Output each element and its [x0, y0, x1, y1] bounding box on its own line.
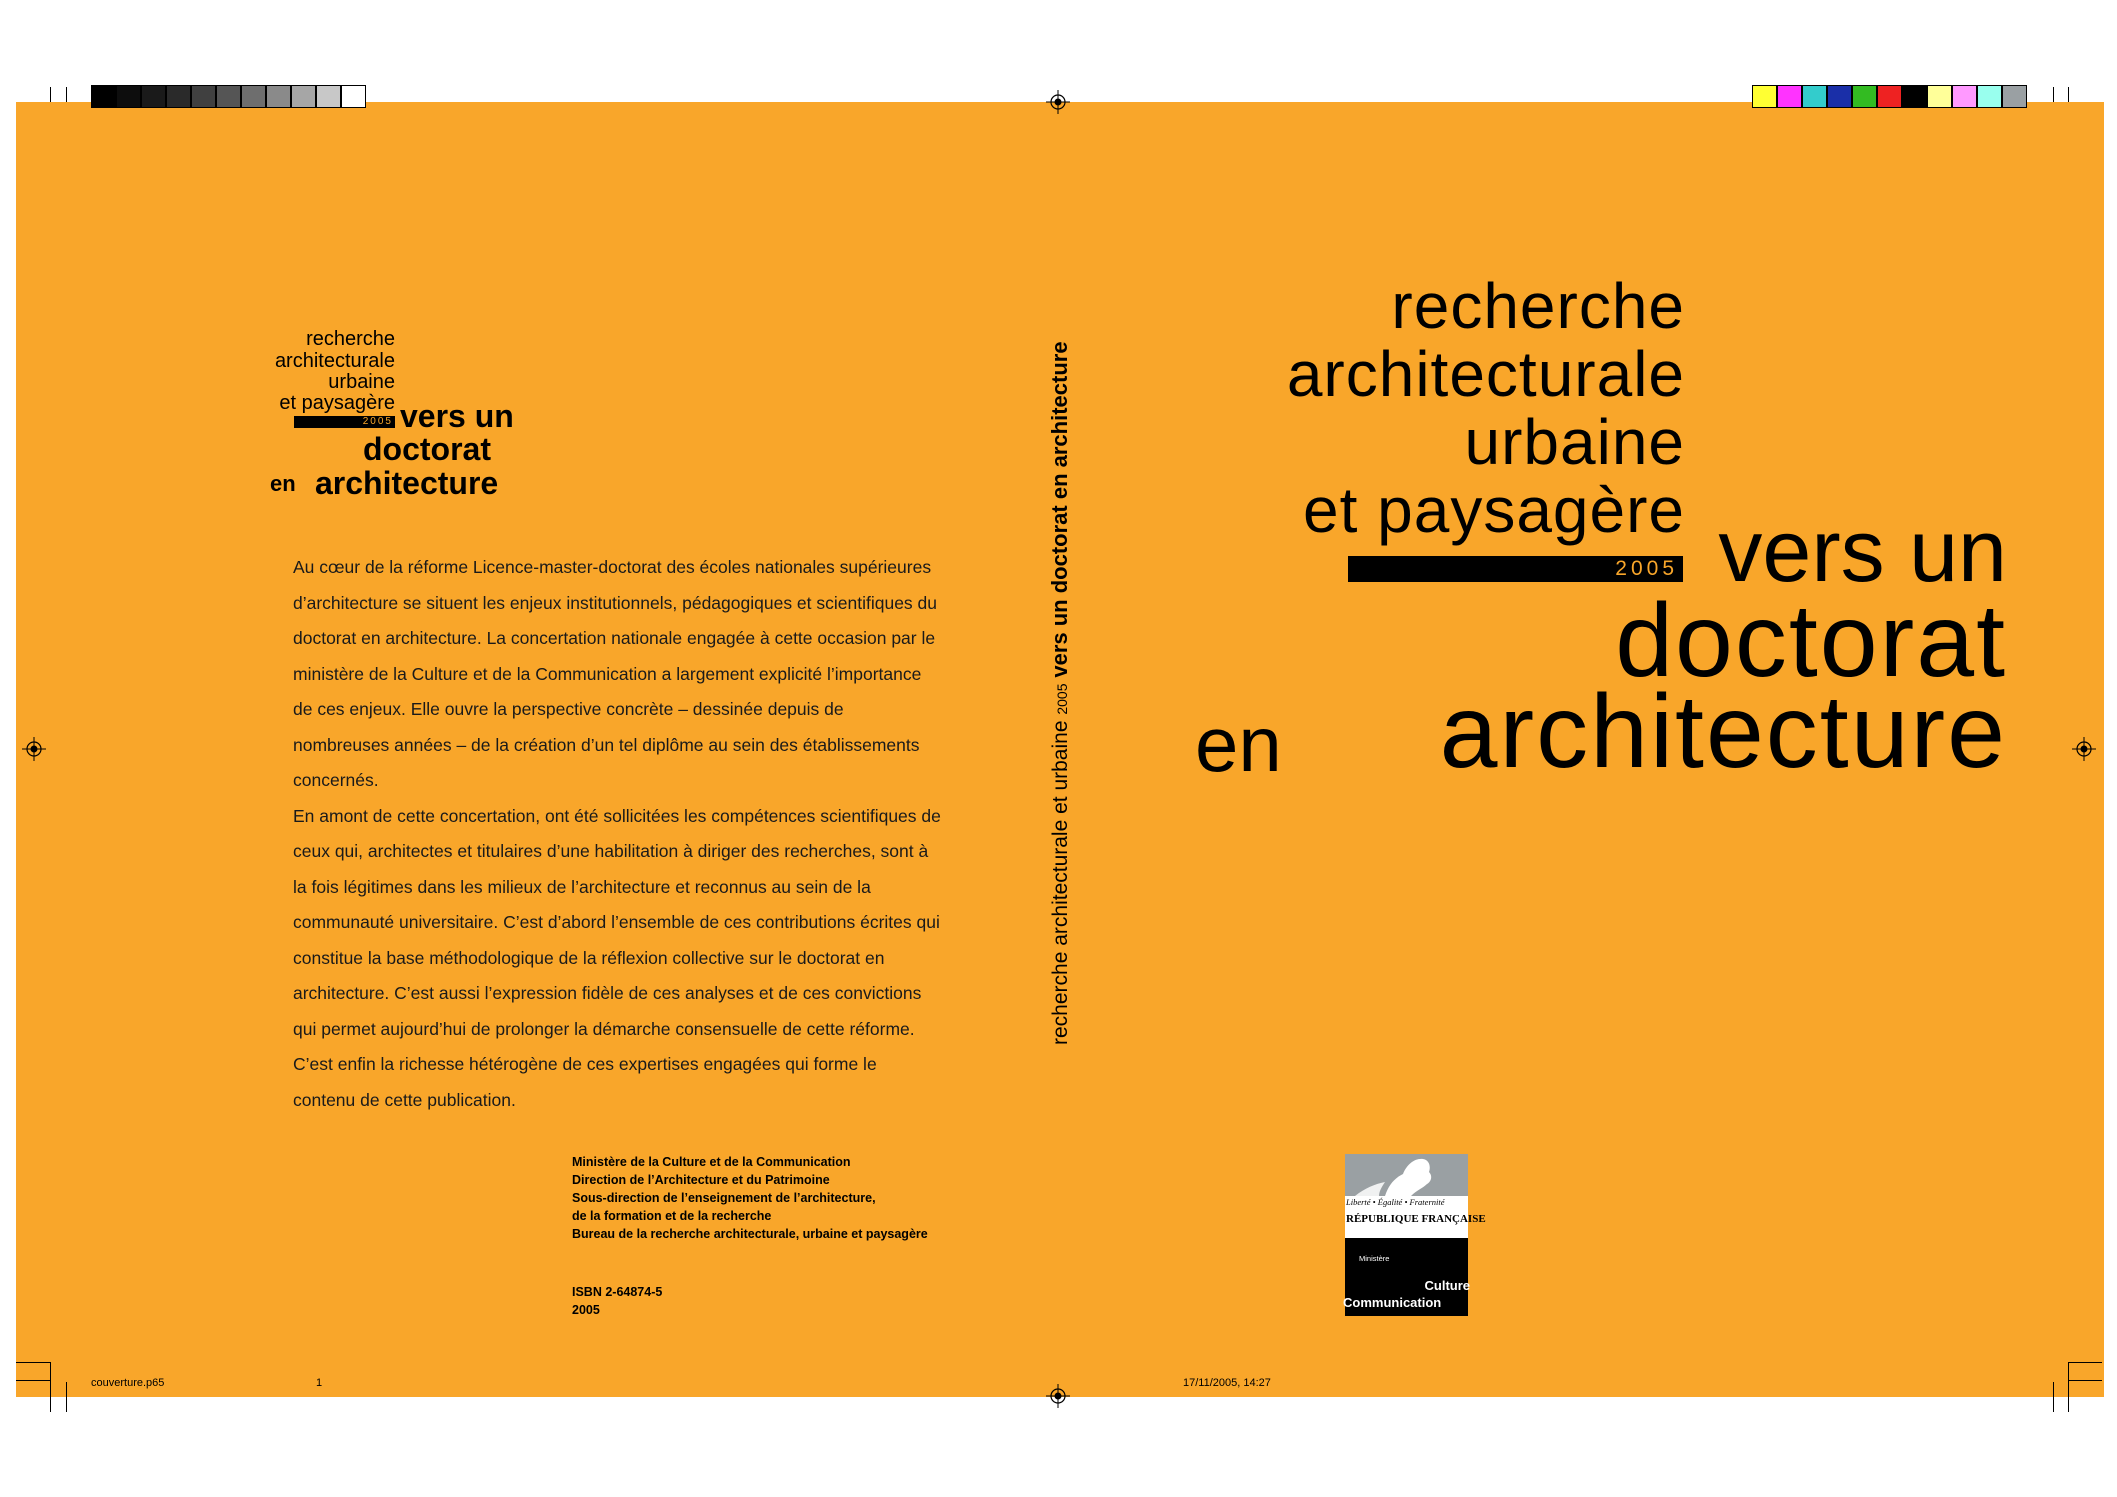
- logo-motto: Liberté • Égalité • Fraternité: [1346, 1197, 1445, 1207]
- logo-culture: Culture: [1424, 1278, 1470, 1293]
- crop-mark: [2068, 1380, 2102, 1381]
- front-title-architecture: architecture: [1439, 674, 2007, 790]
- back-title-line-2: architecturale: [274, 350, 395, 372]
- grey-swatch: [91, 85, 116, 108]
- color-swatch: [1877, 85, 1902, 108]
- back-year-label: 2005: [362, 416, 393, 427]
- spine-series: recherche architecturale et urbaine: [1049, 720, 1072, 1045]
- grey-swatch: [216, 85, 241, 108]
- color-swatch: [1827, 85, 1852, 108]
- registration-mark-left: [22, 737, 46, 761]
- back-title-line-4: et paysagère: [279, 392, 395, 414]
- isbn-year: 2005: [572, 1303, 600, 1317]
- front-year-label: 2005: [1615, 557, 1678, 580]
- ministry-line: de la formation et de la recherche: [572, 1209, 772, 1223]
- spine-text: [1040, 341, 1080, 1045]
- crop-mark: [16, 1380, 50, 1381]
- ministry-line: Direction de l’Architecture et du Patrimoine: [572, 1173, 830, 1187]
- crop-mark: [2068, 1362, 2069, 1412]
- grey-swatch: [116, 85, 141, 108]
- grey-swatch: [191, 85, 216, 108]
- spine-year: 2005: [1054, 683, 1070, 715]
- marianne-emblem: [1345, 1154, 1468, 1196]
- back-title-doctorat: doctorat: [363, 431, 491, 467]
- color-swatch: [1802, 85, 1827, 108]
- back-title-en: en: [270, 471, 296, 496]
- blurb-paragraph: En amont de cette concertation, ont été sollicitées les compétences scientifiques de ceux qui, architectes et titulaires d’une habilitation à diriger des recherches, sont à la fois légitimes dans les milieux de l’architecture et reconnus au sein de la communauté universitaire. C’est d’abord l’ensemble de ces contributions écrites qui constitue la base méthodologique de la réflexion collective sur le doctorat en architecture. C’est aussi l’expression fidèle de ces analyses et de ces convictions qui permet aujourd’hui de prolonger la démarche consensuelle de cette réforme. C’est enfin la richesse hétérogène de ces expertises engagées qui forme le contenu de cette publication.: [293, 805, 941, 1110]
- grey-swatch: [316, 85, 341, 108]
- grey-swatch: [166, 85, 191, 108]
- back-title-line-3: urbaine: [328, 371, 395, 393]
- logo-republic: RÉPUBLIQUE FRANÇAISE: [1346, 1213, 1486, 1225]
- crop-mark: [66, 1382, 67, 1412]
- crop-mark: [2068, 1362, 2102, 1363]
- registration-mark-bottom: [1046, 1384, 1070, 1408]
- grey-swatch: [141, 85, 166, 108]
- isbn: ISBN 2-64874-5: [572, 1285, 663, 1299]
- front-title-vers-un: vers un: [1718, 501, 2007, 600]
- registration-mark-right: [2072, 737, 2096, 761]
- front-title-line-3: urbaine: [1464, 406, 1685, 478]
- color-swatch: [1927, 85, 1952, 108]
- back-title-architecture: architecture: [315, 465, 499, 501]
- crop-mark: [16, 1362, 50, 1363]
- back-title-line-1: recherche: [306, 328, 395, 350]
- slug-filename: couverture.p65: [91, 1377, 165, 1389]
- slug-timestamp: 17/11/2005, 14:27: [1183, 1377, 1271, 1389]
- color-swatch: [1902, 85, 1927, 108]
- grey-swatch: [266, 85, 291, 108]
- ministry-line: Ministère de la Culture et de la Communication: [572, 1155, 851, 1169]
- front-title-line-2: architecturale: [1286, 338, 1685, 410]
- color-swatch: [1852, 85, 1877, 108]
- spine-title: vers un doctorat en architecture: [1047, 341, 1072, 678]
- republique-francaise-logo: [1343, 1154, 1486, 1316]
- slug-page: 1: [316, 1377, 323, 1389]
- color-swatch: [1777, 85, 1802, 108]
- front-title-line-4: et paysagère: [1302, 474, 1685, 546]
- blurb-paragraph: Au cœur de la réforme Licence-master-doctorat des écoles nationales supérieures d’architecture se situent les enjeux institutionnels, pédagogiques et scientifiques du doctorat en architecture. La concertation nationale engagée à cette occasion par le ministère de la Culture et de la Communication a largement explicité l’importance de ces enjeux. Elle ouvre la perspective concrète – dessinée depuis de nombreuses années – de la création d’un tel diplôme au sein des établissements concernés.: [293, 557, 938, 790]
- logo-communication: Communication: [1343, 1295, 1442, 1310]
- color-swatch: [1977, 85, 2002, 108]
- ministry-line: Sous-direction de l’enseignement de l’architecture,: [572, 1191, 876, 1205]
- front-title-doctorat: doctorat: [1615, 583, 2007, 699]
- grey-swatch: [241, 85, 266, 108]
- color-swatch: [1752, 85, 1777, 108]
- front-title-en: en: [1195, 700, 1282, 788]
- grey-swatch: [341, 85, 366, 108]
- back-title-vers-un: vers un: [400, 398, 514, 434]
- grey-swatch: [291, 85, 316, 108]
- crop-mark: [2053, 1382, 2054, 1412]
- ministry-line: Bureau de la recherche architecturale, urbaine et paysagère: [572, 1227, 928, 1241]
- crop-mark: [50, 1362, 51, 1412]
- registration-mark-top: [1046, 90, 1070, 114]
- back-cover-blurb: [293, 550, 943, 1118]
- color-swatch: [1952, 85, 1977, 108]
- front-title-line-1: recherche: [1391, 270, 1685, 342]
- color-swatch: [2002, 85, 2027, 108]
- logo-ministere: Ministère: [1359, 1254, 1390, 1263]
